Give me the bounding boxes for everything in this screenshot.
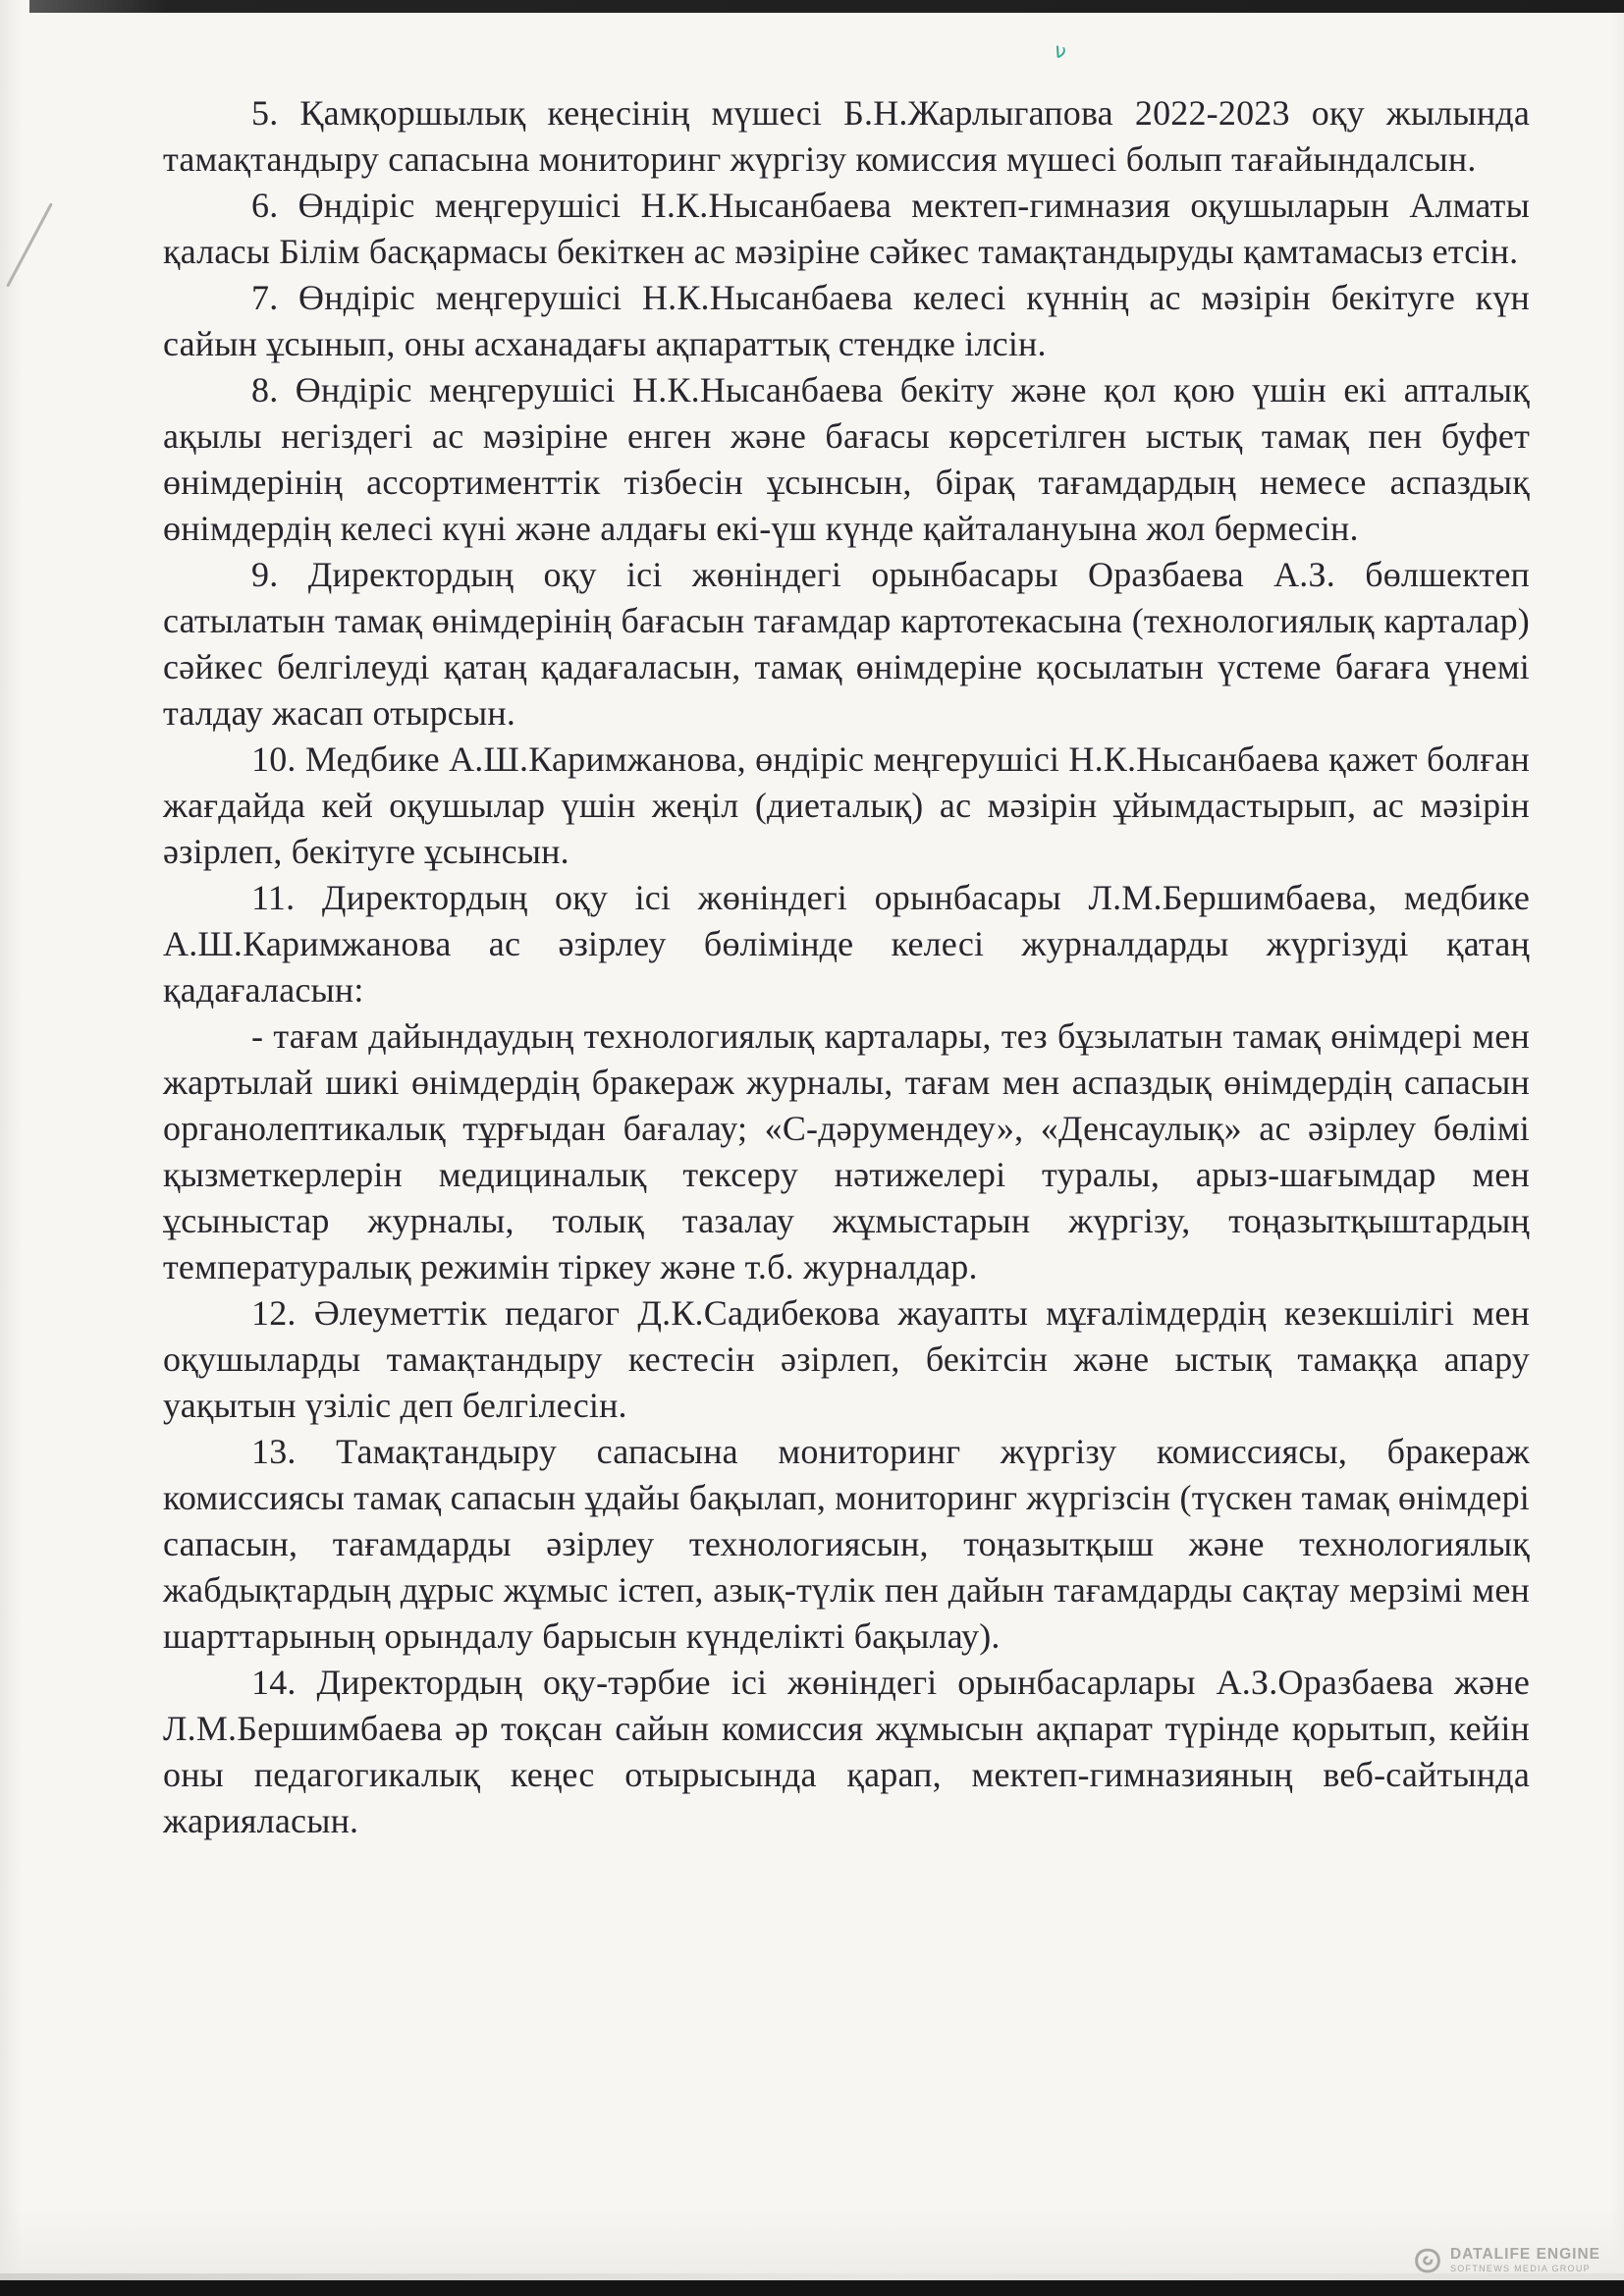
- scan-edge-top: [29, 0, 1624, 13]
- numbered-paragraph: 6. Өндіріс меңгерушісі Н.К.Нысанбаева мектеп-гимназия оқушыларын Алматы қаласы Білім басқармасы бекіткен ас мәзіріне сәйкес тамақтандыруды қамтамасыз етсін.: [163, 186, 1530, 271]
- numbered-paragraph: 12. Әлеуметтік педагог Д.К.Садибекова жауапты мұғалімдердің кезекшілігі мен оқушыларды тамақтандыру кестесін әзірлеп, бекітсін және ыстық тамаққа апару уақытын үзіліс деп белгілесін.: [163, 1293, 1530, 1425]
- scan-artifact-mark: ν: [1052, 37, 1069, 65]
- numbered-paragraph: 10. Медбике А.Ш.Каримжанова, өндіріс меңгерушісі Н.К.Нысанбаева қажет болған жағдайда кей оқушылар үшін жеңіл (диеталық) ас мәзірін ұйымдастырып, ас мәзірін әзірлеп, бекітуге ұсынсын.: [163, 739, 1530, 871]
- list-item-paragraph: - тағам дайындаудың технологиялық карталары, тез бұзылатын тамақ өнімдері мен жартылай шикі өнімдердің бракераж журналы, тағам мен аспаздық өнімдердің сапасын органолептикалық тұрғыдан бағалау; «С-дәрумендеу», «Денсаулық» ас әзірлеу бөлімі қызметкерлерін медициналық тексеру нәтижелері туралы, арыз-шағымдар мен ұсыныстар журналы, толық тазалау жұмыстарын жүргізу, тоңазытқыштардың температуралық режимін тіркеу және т.б. журналдар.: [163, 1016, 1530, 1286]
- document-text: [163, 90, 1530, 1844]
- numbered-paragraph: 13. Тамақтандыру сапасына мониторинг жүргізу комиссиясы, бракераж комиссиясы тамақ сапасын ұдайы бақылап, мониторинг жүргізсін (түскен тамақ өнімдері сапасын, тағамдарды әзірлеу технологиясын, тоңазытқыш және технологиялық жабдықтардың дұрыс жұмыс істеп, азық-түлік пен дайын тағамдарды сақтау мерзімі мен шарттарының орындалу барысын күнделікті бақылау).: [163, 1432, 1530, 1656]
- numbered-paragraph: 9. Директордың оқу ісі жөніндегі орынбасары Оразбаева А.З. бөлшектеп сатылатын тамақ өнімдерінің бағасын тағамдар картотекасына (технологиялық карталар) сәйкес белгілеуді қатаң қадағаласын, тамақ өнімдеріне қосылатын үстеме бағаға үнемі талдау жасап отырсын.: [163, 555, 1530, 733]
- scan-edge-bottom: [0, 2280, 1624, 2296]
- page-fold-artifact: [6, 202, 53, 287]
- numbered-paragraph: 5. Қамқоршылық кеңесінің мүшесі Б.Н.Жарлыгапова 2022-2023 оқу жылында тамақтандыру сапасына мониторинг жүргізу комиссия мүшесі болып тағайындалсын.: [163, 93, 1530, 179]
- numbered-paragraph: 11. Директордың оқу ісі жөніндегі орынбасары Л.М.Бершимбаева, медбике А.Ш.Каримжанова ас әзірлеу бөлімінде келесі журналдарды жүргізуді қатаң қадағаласын:: [163, 878, 1530, 1010]
- numbered-paragraph: 14. Директордың оқу-тәрбие ісі жөніндегі орынбасарлары А.З.Оразбаева және Л.М.Бершимбаева әр тоқсан сайын комиссия жұмысын ақпарат түрінде қорытып, кейін оны педагогикалық кеңес отырысында қарап, мектеп-гимназияның веб-сайтында жарияласын.: [163, 1663, 1530, 1840]
- scan-edge-bottom-gray: [0, 2273, 1624, 2280]
- watermark-brand: DATALIFE ENGINE: [1449, 2246, 1600, 2264]
- watermark-text: [1450, 2247, 1600, 2274]
- watermark-subtitle: SOFTNEWS MEDIA GROUP: [1449, 2264, 1591, 2274]
- datalife-engine-watermark: [1414, 2247, 1600, 2274]
- numbered-paragraph: 7. Өндіріс меңгерушісі Н.К.Нысанбаева келесі күннің ас мәзірін бекітуге күн сайын ұсынып, оны асханадағы ақпараттық стендке ілсін.: [163, 278, 1530, 363]
- numbered-paragraph: 8. Өндіріс меңгерушісі Н.К.Нысанбаева бекіту және қол қою үшін екі апталық ақылы негіздегі ас мәзіріне енген және бағасы көрсетілген ыстық тамақ пен буфет өнімдерінің ассортименттік тізбесін ұсынсын, бірақ тағамдардың немесе аспаздық өнімдердің келесі күні және алдағы екі-үш күнде қайталануына жол бермесін.: [163, 370, 1530, 548]
- datalife-eye-icon: [1414, 2247, 1441, 2274]
